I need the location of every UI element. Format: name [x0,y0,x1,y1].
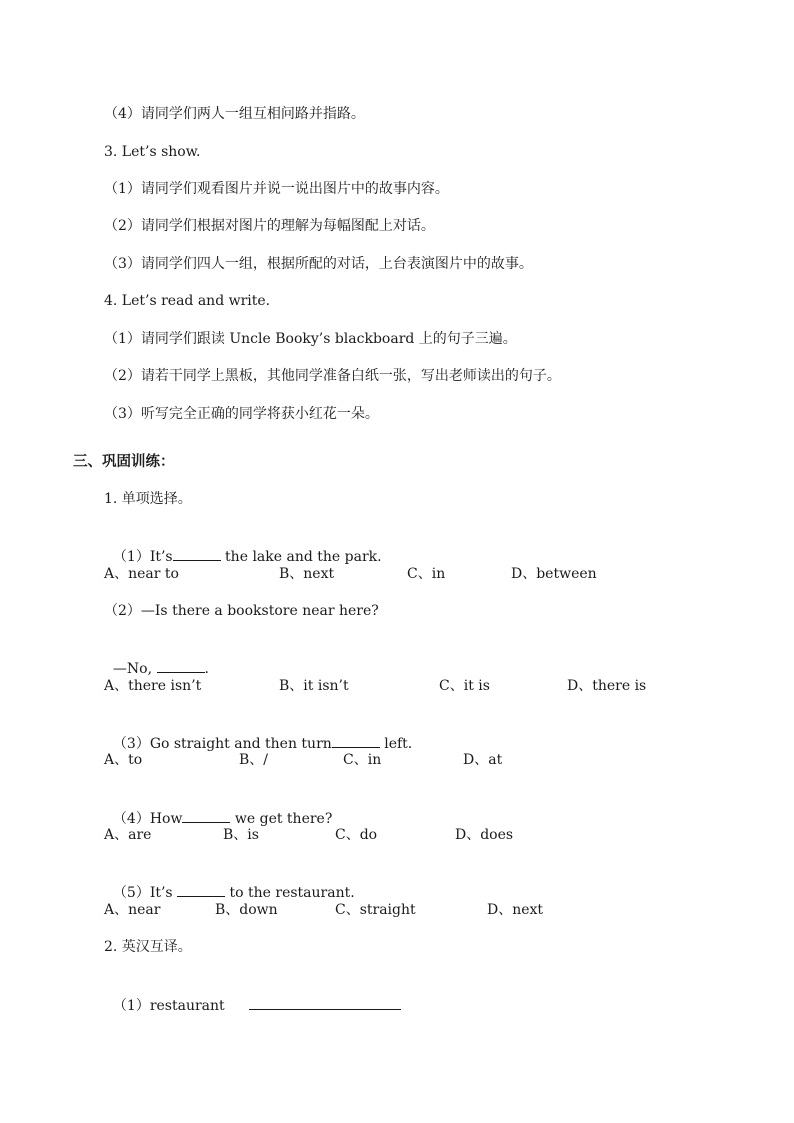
step4-sub3: （3）听写完全正确的同学将获小红花一朵。 [104,406,379,422]
q1-option-d: D、between [511,566,597,582]
answer-blank [182,808,230,823]
answer-blank [177,882,225,897]
part1-title: 1. 单项选择。 [104,491,192,507]
q3-option-c: C、in [343,752,382,768]
question-5 [104,862,355,903]
answer-blank [157,658,205,673]
q2-option-c: C、it is [439,678,490,694]
q1-option-b: B、next [279,566,335,582]
q4-option-a: A、are [104,827,152,843]
question-2-answer [104,638,209,679]
question-3-pre: （3）Go straight and then turn [112,736,332,752]
q5-option-a: A、near [104,902,161,918]
question-1-post: the lake and the park. [220,549,382,565]
question-3-post: left. [379,736,413,752]
question-4-post: we get there? [230,811,333,827]
q1-option-a: A、near to [104,566,179,582]
step3-title: 3. Let’s show. [104,144,201,160]
answer-blank [173,546,221,561]
q3-option-b: B、/ [239,752,269,768]
q4-option-b: B、is [223,827,259,843]
q2-option-d: D、there is [567,678,647,694]
translation-1-term: （1）restaurant [112,998,225,1014]
step3-sub3: （3）请同学们四人一组，根据所配的对话，上台表演图片中的故事。 [104,256,533,272]
step3-sub1: （1）请同学们观看图片并说一说出图片中的故事内容。 [104,181,449,197]
section3-title: 三、巩固训练： [73,453,175,470]
question-3 [104,713,412,754]
step4-sub4: （4）请同学们两人一组互相问路并指路。 [104,106,365,122]
q5-option-b: B、down [215,902,278,918]
step4-sub1: （1）请同学们跟读 Uncle Booky’s blackboard 上的句子三遍。 [104,331,517,347]
q3-option-d: D、at [463,752,503,768]
q4-option-d: D、does [455,827,514,843]
q5-option-d: D、next [487,902,544,918]
question-2-stem: （2）—Is there a bookstore near here? [104,603,379,619]
question-2-answer-pre: —No, [112,661,157,677]
question-5-post: to the restaurant. [225,885,355,901]
question-1-pre: （1）It’s [112,549,173,565]
question-4-pre: （4）How [112,811,183,827]
part2-title: 2. 英汉互译。 [104,939,192,955]
answer-blank [249,995,401,1010]
q5-option-c: C、straight [335,902,416,918]
question-5-pre: （5）It’s [112,885,178,901]
question-2-answer-post: . [204,661,209,677]
question-4 [104,788,332,829]
q2-option-b: B、it isn’t [279,678,349,694]
step4-sub2: （2）请若干同学上黑板，其他同学准备白纸一张，写出老师读出的句子。 [104,368,561,384]
question-1 [104,526,382,567]
answer-blank [332,733,380,748]
step4-title: 4. Let’s read and write. [104,293,271,309]
step3-sub2: （2）请同学们根据对图片的理解为每幅图配上对话。 [104,218,435,234]
q1-option-c: C、in [407,566,446,582]
q4-option-c: C、do [335,827,378,843]
q2-option-a: A、there isn’t [104,678,202,694]
q3-option-a: A、to [104,752,143,768]
translation-1 [104,975,401,1016]
